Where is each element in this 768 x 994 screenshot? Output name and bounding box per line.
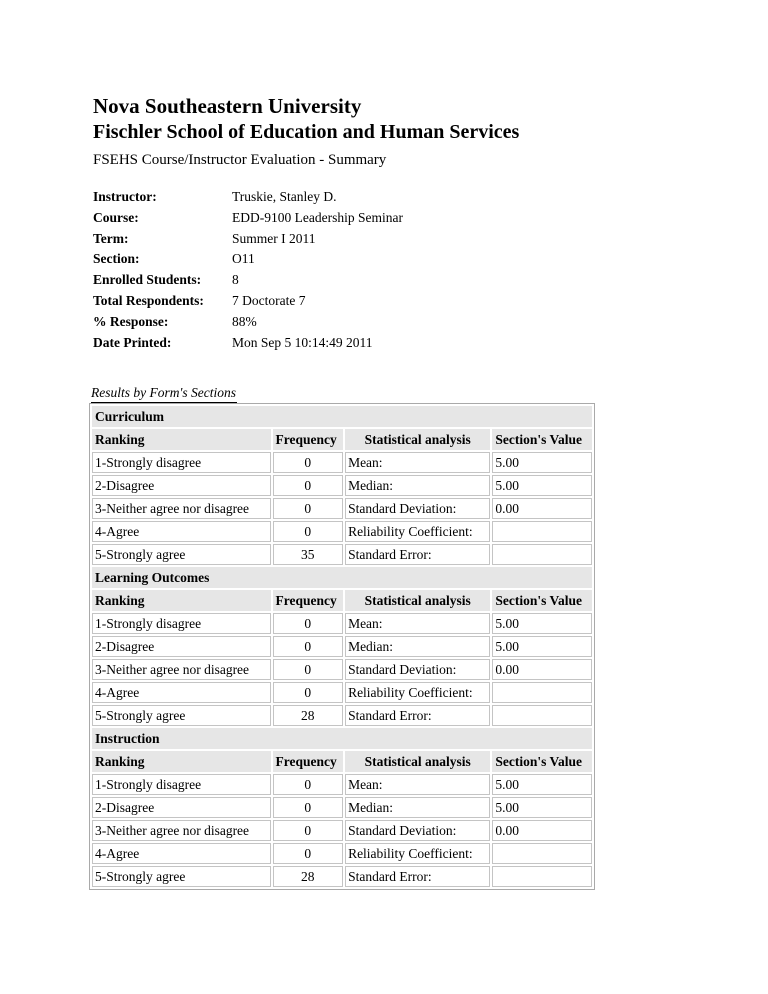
- info-value: 88%: [232, 313, 257, 329]
- frequency-cell: 0: [273, 682, 344, 703]
- table-row: [92, 452, 592, 473]
- stat-label-cell: Standard Error:: [345, 544, 490, 565]
- ranking-cell: 4-Agree: [92, 843, 271, 864]
- results-table: [90, 404, 594, 889]
- stat-label-cell: Standard Error:: [345, 705, 490, 726]
- stat-label-cell: Median:: [345, 475, 490, 496]
- stat-label-cell: Reliability Coefficient:: [345, 843, 490, 864]
- section-value-cell: 5.00: [492, 774, 592, 795]
- results-section-label: Results by Form's Sections: [91, 384, 237, 403]
- ranking-cell: 3-Neither agree nor disagree: [92, 498, 271, 519]
- value-header: Section's Value: [492, 751, 592, 772]
- info-value: O11: [232, 251, 255, 267]
- info-row-instructor: [93, 187, 403, 208]
- ranking-cell: 2-Disagree: [92, 636, 271, 657]
- stat-label-cell: Mean:: [345, 774, 490, 795]
- section-value-cell: [492, 866, 592, 887]
- info-label: Date Printed:: [93, 334, 172, 350]
- info-row-term: [93, 229, 403, 250]
- column-header-row: [92, 429, 592, 450]
- info-value: EDD-9100 Leadership Seminar: [232, 209, 403, 225]
- info-label: Total Respondents:: [93, 292, 204, 308]
- info-label: % Response:: [93, 313, 169, 329]
- stat-label-cell: Standard Deviation:: [345, 498, 490, 519]
- info-value: 8: [232, 272, 239, 288]
- frequency-header: Frequency: [273, 751, 344, 772]
- section-value-cell: 5.00: [492, 636, 592, 657]
- stat-header: Statistical analysis: [345, 590, 490, 611]
- section-value-cell: [492, 521, 592, 542]
- table-row: [92, 613, 592, 634]
- info-row-section: [93, 249, 403, 270]
- table-row: [92, 797, 592, 818]
- info-value: Truskie, Stanley D.: [232, 189, 337, 204]
- frequency-cell: 0: [273, 636, 344, 657]
- ranking-cell: 1-Strongly disagree: [92, 774, 271, 795]
- ranking-header: Ranking: [92, 751, 271, 772]
- section-title: Instruction: [92, 728, 592, 749]
- ranking-cell: 4-Agree: [92, 682, 271, 703]
- frequency-header: Frequency: [273, 429, 344, 450]
- frequency-cell: 0: [273, 452, 344, 473]
- frequency-header: Frequency: [273, 590, 344, 611]
- info-value: 7 Doctorate 7: [232, 292, 306, 308]
- table-row: [92, 820, 592, 841]
- stat-label-cell: Median:: [345, 797, 490, 818]
- frequency-cell: 0: [273, 475, 344, 496]
- stat-label-cell: Mean:: [345, 613, 490, 634]
- column-header-row: [92, 751, 592, 772]
- results-table-body: [92, 406, 592, 887]
- frequency-cell: 28: [273, 866, 344, 887]
- stat-label-cell: Standard Deviation:: [345, 659, 490, 680]
- frequency-cell: 28: [273, 705, 344, 726]
- course-info-table: [93, 187, 403, 353]
- ranking-cell: 4-Agree: [92, 521, 271, 542]
- section-value-cell: [492, 843, 592, 864]
- section-value-cell: 5.00: [492, 613, 592, 634]
- section-value-cell: 0.00: [492, 820, 592, 841]
- section-title-row: [92, 567, 592, 588]
- info-row-course: [93, 208, 403, 229]
- frequency-cell: 0: [273, 498, 344, 519]
- ranking-header: Ranking: [92, 590, 271, 611]
- info-row-date-printed: [93, 333, 403, 354]
- info-value: Summer I 2011: [232, 230, 316, 246]
- stat-header: Statistical analysis: [345, 751, 490, 772]
- info-label: Term:: [93, 230, 129, 246]
- section-title: Curriculum: [92, 406, 592, 427]
- ranking-cell: 3-Neither agree nor disagree: [92, 820, 271, 841]
- frequency-cell: 0: [273, 613, 344, 634]
- ranking-cell: 1-Strongly disagree: [92, 613, 271, 634]
- info-label: Instructor:: [93, 189, 157, 204]
- info-row-enrolled: [93, 270, 403, 291]
- value-header: Section's Value: [492, 429, 592, 450]
- section-title: Learning Outcomes: [92, 567, 592, 588]
- info-value: Mon Sep 5 10:14:49 2011: [232, 334, 373, 350]
- value-header: Section's Value: [492, 590, 592, 611]
- table-row: [92, 682, 592, 703]
- stat-label-cell: Mean:: [345, 452, 490, 473]
- section-value-cell: [492, 705, 592, 726]
- frequency-cell: 0: [273, 820, 344, 841]
- ranking-cell: 2-Disagree: [92, 797, 271, 818]
- table-row: [92, 636, 592, 657]
- info-label: Course:: [93, 209, 139, 225]
- section-title-row: [92, 728, 592, 749]
- section-value-cell: 0.00: [492, 498, 592, 519]
- stat-label-cell: Reliability Coefficient:: [345, 521, 490, 542]
- section-value-cell: 5.00: [492, 475, 592, 496]
- frequency-cell: 0: [273, 521, 344, 542]
- frequency-cell: 35: [273, 544, 344, 565]
- table-row: [92, 843, 592, 864]
- section-value-cell: 0.00: [492, 659, 592, 680]
- ranking-cell: 2-Disagree: [92, 475, 271, 496]
- school-name: Fischler School of Education and Human Services: [93, 121, 520, 143]
- table-row: [92, 521, 592, 542]
- ranking-header: Ranking: [92, 429, 271, 450]
- table-row: [92, 498, 592, 519]
- info-label: Section:: [93, 251, 140, 267]
- university-name: Nova Southeastern University: [93, 94, 362, 118]
- report-title: FSEHS Course/Instructor Evaluation - Summary: [93, 152, 387, 168]
- table-row: [92, 774, 592, 795]
- ranking-cell: 1-Strongly disagree: [92, 452, 271, 473]
- report-header: [93, 94, 613, 353]
- frequency-cell: 0: [273, 843, 344, 864]
- table-row: [92, 475, 592, 496]
- section-value-cell: [492, 682, 592, 703]
- stat-label-cell: Standard Error:: [345, 866, 490, 887]
- frequency-cell: 0: [273, 774, 344, 795]
- ranking-cell: 5-Strongly agree: [92, 544, 271, 565]
- section-title-row: [92, 406, 592, 427]
- results-panel: [89, 403, 595, 890]
- info-row-respondents: [93, 291, 403, 312]
- info-label: Enrolled Students:: [93, 272, 202, 288]
- section-value-cell: [492, 544, 592, 565]
- stat-label-cell: Reliability Coefficient:: [345, 682, 490, 703]
- table-row: [92, 705, 592, 726]
- section-value-cell: 5.00: [492, 452, 592, 473]
- stat-header: Statistical analysis: [345, 429, 490, 450]
- frequency-cell: 0: [273, 797, 344, 818]
- stat-label-cell: Median:: [345, 636, 490, 657]
- stat-label-cell: Standard Deviation:: [345, 820, 490, 841]
- frequency-cell: 0: [273, 659, 344, 680]
- table-row: [92, 544, 592, 565]
- ranking-cell: 5-Strongly agree: [92, 705, 271, 726]
- table-row: [92, 866, 592, 887]
- column-header-row: [92, 590, 592, 611]
- ranking-cell: 3-Neither agree nor disagree: [92, 659, 271, 680]
- table-row: [92, 659, 592, 680]
- section-value-cell: 5.00: [492, 797, 592, 818]
- info-row-response: [93, 312, 403, 333]
- ranking-cell: 5-Strongly agree: [92, 866, 271, 887]
